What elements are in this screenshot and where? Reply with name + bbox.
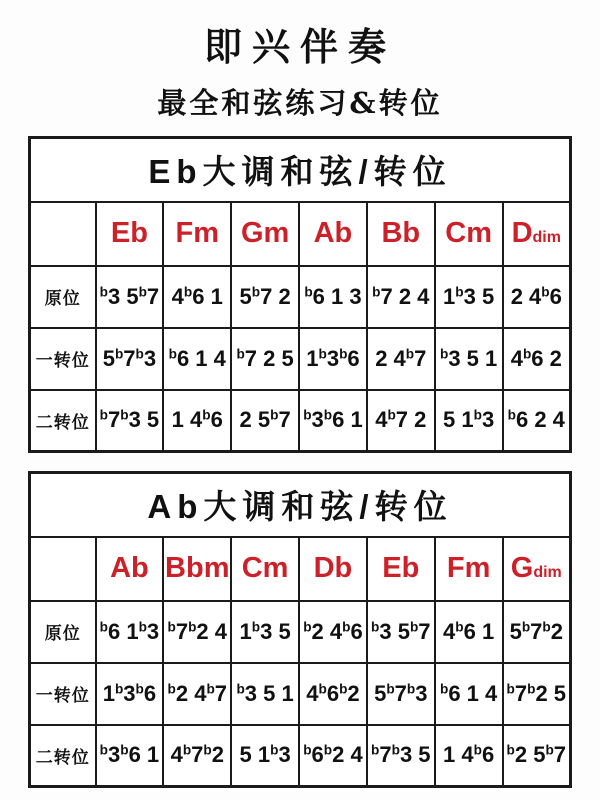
note-cell: 1 4$^b$6 (163, 390, 231, 452)
chord-name: Cm (435, 202, 503, 266)
page-title: 即兴伴奏 (203, 24, 396, 69)
note-cell: $^b$7 2 5 (231, 328, 299, 390)
note-cell: $^b$3 5$^b$7 (96, 266, 164, 328)
chord-name: Cm (231, 537, 299, 601)
row-label: 原位 (30, 266, 96, 328)
note-cell: 5$^b$7$^b$2 (503, 601, 571, 663)
note-cell: 1$^b$3$^b$6 (299, 328, 367, 390)
ab-major-chord-table (28, 471, 572, 788)
note-cell: 5$^b$7$^b$3 (367, 663, 435, 725)
note-cell: 5 1$^b$3 (231, 725, 299, 787)
table-title: Eb大调和弦/转位 (30, 138, 571, 202)
note-cell: $^b$6 2 4 (503, 390, 571, 452)
row-label: 原位 (30, 601, 96, 663)
note-cell: $^b$7$^b$2 5 (503, 663, 571, 725)
row-label: 一转位 (30, 328, 96, 390)
note-cell: 5 1$^b$3 (435, 390, 503, 452)
note-cell: 5$^b$7 2 (231, 266, 299, 328)
eb-major-chord-table (28, 136, 572, 453)
note-cell: $^b$6 1$^b$3 (96, 601, 164, 663)
table-title: Ab大调和弦/转位 (30, 473, 571, 537)
note-cell: 4$^b$6 1 (435, 601, 503, 663)
note-cell: $^b$7 2 4 (367, 266, 435, 328)
chord-name: Gm (231, 202, 299, 266)
note-cell: $^b$7$^b$2 4 (163, 601, 231, 663)
page-subtitle: 最全和弦练习&转位 (157, 86, 443, 120)
chord-name: Ab (96, 537, 164, 601)
note-cell: 5$^b$7$^b$3 (96, 328, 164, 390)
note-cell: $^b$3 5 1 (435, 328, 503, 390)
note-cell: 1$^b$3 5 (231, 601, 299, 663)
note-cell: $^b$7$^b$3 5 (367, 725, 435, 787)
corner-cell (30, 202, 96, 266)
note-cell: 4$^b$7$^b$2 (163, 725, 231, 787)
note-cell: 2 4$^b$7 (367, 328, 435, 390)
note-cell: $^b$6$^b$2 4 (299, 725, 367, 787)
chord-name: Eb (96, 202, 164, 266)
note-cell: $^b$3 5 1 (231, 663, 299, 725)
note-cell: $^b$3$^b$6 1 (96, 725, 164, 787)
note-cell: $^b$2 4$^b$6 (299, 601, 367, 663)
note-cell: 4$^b$6$^b$2 (299, 663, 367, 725)
chord-name: Db (299, 537, 367, 601)
note-cell: 4$^b$6 1 (163, 266, 231, 328)
row-label: 二转位 (30, 725, 96, 787)
corner-cell (30, 537, 96, 601)
chord-name: Fm (435, 537, 503, 601)
chord-name: Fm (163, 202, 231, 266)
chord-name: Ddim (503, 202, 571, 266)
note-cell: $^b$7$^b$3 5 (96, 390, 164, 452)
chord-name: Bbm (163, 537, 231, 601)
note-cell: 1 4$^b$6 (435, 725, 503, 787)
note-cell: 4$^b$6 2 (503, 328, 571, 390)
note-cell: $^b$3$^b$6 1 (299, 390, 367, 452)
note-cell: $^b$6 1 3 (299, 266, 367, 328)
chord-name: Eb (367, 537, 435, 601)
row-label: 一转位 (30, 663, 96, 725)
note-cell: $^b$2 5$^b$7 (503, 725, 571, 787)
row-label: 二转位 (30, 390, 96, 452)
chord-name: Gdim (503, 537, 571, 601)
note-cell: 4$^b$7 2 (367, 390, 435, 452)
note-cell: $^b$6 1 4 (435, 663, 503, 725)
note-cell: 1$^b$3 5 (435, 266, 503, 328)
note-cell: 1$^b$3$^b$6 (96, 663, 164, 725)
note-cell: $^b$3 5$^b$7 (367, 601, 435, 663)
chord-name: Bb (367, 202, 435, 266)
chord-name: Ab (299, 202, 367, 266)
note-cell: $^b$2 4$^b$7 (163, 663, 231, 725)
note-cell: 2 5$^b$7 (231, 390, 299, 452)
note-cell: $^b$6 1 4 (163, 328, 231, 390)
note-cell: 2 4$^b$6 (503, 266, 571, 328)
